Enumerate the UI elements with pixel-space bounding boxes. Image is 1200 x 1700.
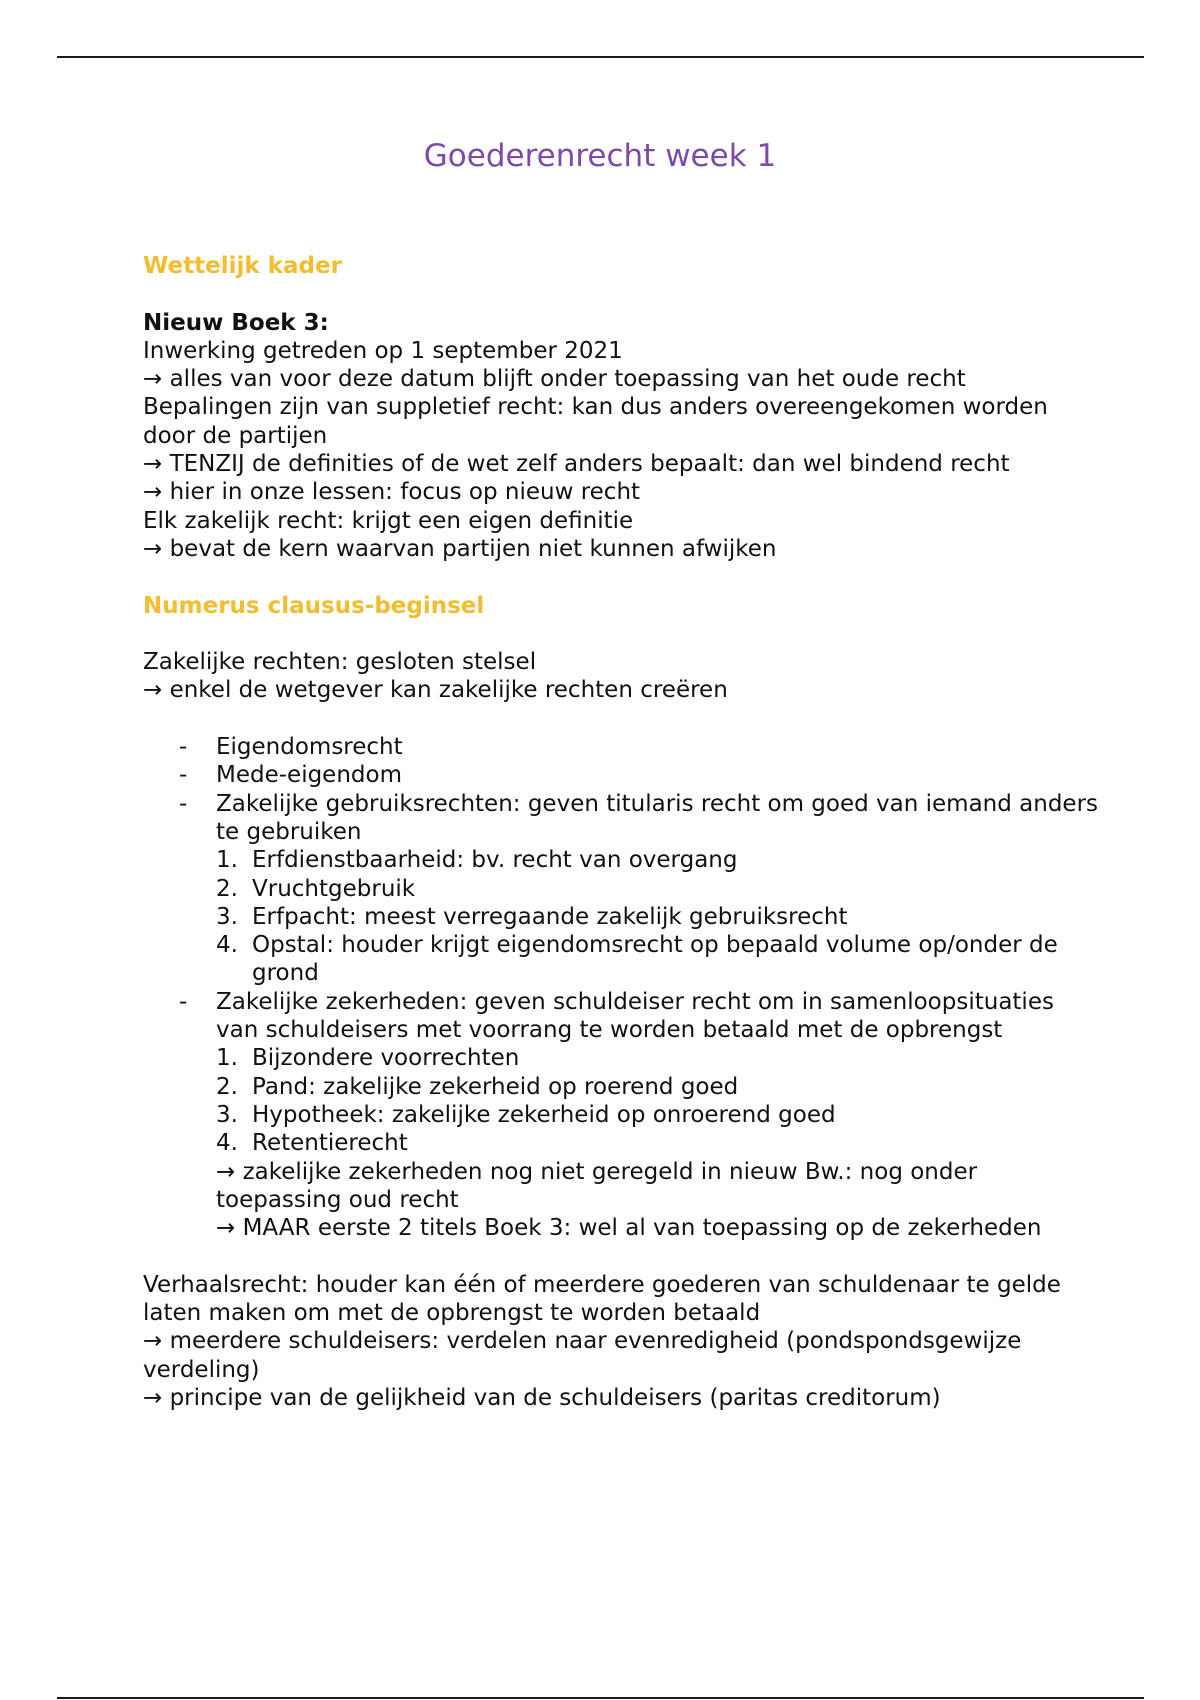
item-number: 2. (216, 875, 238, 902)
paragraph-line: → TENZIJ de definities of de wet zelf anders bepaalt: dan wel bindend recht (143, 451, 1010, 478)
paragraph-line: Inwerking getreden op 1 september 2021 (143, 337, 623, 364)
numbered-item-text: Pand: zakelijke zekerheid op roerend goed (252, 1073, 739, 1100)
section-heading-wettelijk-kader: Wettelijk kader (143, 253, 342, 279)
paragraph-line: → meerdere schuldeisers: verdelen naar evenredigheid (pondspondsgewijze verdeling) (143, 1328, 1022, 1383)
list-item-text: Eigendomsrecht (216, 734, 403, 761)
numbered-item (216, 1129, 1103, 1157)
list-item-text: Zakelijke gebruiksrechten: geven titularis recht om goed van iemand anders te gebruiken (216, 790, 1099, 845)
item-number: 1. (216, 847, 238, 874)
numbered-item-text: Erfpacht: meest verregaande zakelijk gebruiksrecht (252, 903, 848, 930)
dash-marker: - (179, 790, 188, 817)
list-item (143, 761, 1103, 789)
page-title: Goederenrecht week 1 (423, 138, 777, 174)
rights-list (143, 733, 1103, 1242)
spacer (143, 620, 1103, 648)
dash-marker: - (179, 762, 188, 789)
spacer (143, 563, 1103, 591)
numbered-item (216, 846, 1103, 874)
paragraph-line: → hier in onze lessen: focus op nieuw recht (143, 479, 641, 506)
list-item (143, 733, 1103, 761)
item-number: 1. (216, 1045, 238, 1072)
document-body (143, 252, 1103, 1412)
paragraph-line: → alles van voor deze datum blijft onder toepassing van het oude recht (143, 366, 966, 393)
numbered-item-text: Erfdienstbaarheid: bv. recht van overgang (252, 847, 738, 874)
paragraph-line: Zakelijke rechten: gesloten stelsel (143, 649, 537, 676)
paragraph-line: Bepalingen zijn van suppletief recht: kan dus anders overeengekomen worden door de partijen (143, 394, 1048, 449)
numbered-item-text: Hypotheek: zakelijke zekerheid op onroerend goed (252, 1101, 836, 1128)
numbered-item-text: Retentierecht (252, 1130, 408, 1157)
dash-marker: - (179, 988, 188, 1015)
item-number: 2. (216, 1073, 238, 1100)
top-rule (57, 56, 1144, 58)
paragraph-line: → enkel de wetgever kan zakelijke rechten creëren (143, 677, 728, 704)
numbered-item (216, 903, 1103, 931)
gebruiksrechten-sublist (216, 846, 1103, 987)
paragraph-line: → principe van de gelijkheid van de schuldeisers (paritas creditorum) (143, 1384, 941, 1411)
item-number: 3. (216, 1101, 238, 1128)
section-heading-numerus-clausus: Numerus clausus-beginsel (143, 592, 485, 619)
numbered-item (216, 875, 1103, 903)
item-number: 4. (216, 1130, 238, 1157)
subheading-nieuw-boek-3: Nieuw Boek 3: (143, 309, 329, 336)
numbered-item (216, 1044, 1103, 1072)
numbered-item-text: Vruchtgebruik (252, 875, 416, 902)
item-number: 3. (216, 903, 238, 930)
list-item-text: Mede-eigendom (216, 762, 402, 789)
bottom-rule (57, 1697, 1144, 1699)
list-item-text: Zakelijke zekerheden: geven schuldeiser recht om in samenloopsituaties van schuldeisers met voorrang te worden betaald met de opbrengst (216, 988, 1054, 1044)
numbered-item-text: Opstal: houder krijgt eigendomsrecht op bepaald volume op/onder de grond (252, 932, 1058, 987)
numbered-item (216, 1073, 1103, 1101)
spacer (143, 705, 1103, 733)
numbered-item (216, 931, 1103, 988)
paragraph-line: → bevat de kern waarvan partijen niet kunnen afwijken (143, 535, 777, 562)
note-line: → MAAR eerste 2 titels Boek 3: wel al van toepassing op de zekerheden (216, 1215, 1042, 1242)
zekerheden-sublist (216, 1044, 1103, 1157)
item-number: 4. (216, 932, 238, 959)
note-line: → zakelijke zekerheden nog niet geregeld in nieuw Bw.: nog onder toepassing oud recht (216, 1158, 978, 1213)
dash-marker: - (179, 734, 188, 761)
list-item (143, 988, 1103, 1243)
paragraph-line: Elk zakelijk recht: krijgt een eigen definitie (143, 507, 634, 534)
paragraph-line: Verhaalsrecht: houder kan één of meerdere goederen van schuldenaar te gelde laten maken om met de opbrengst te worden betaald (143, 1271, 1061, 1326)
spacer (143, 1242, 1103, 1270)
numbered-item-text: Bijzondere voorrechten (252, 1045, 520, 1072)
spacer (143, 280, 1103, 308)
list-item (143, 790, 1103, 988)
numbered-item (216, 1101, 1103, 1129)
